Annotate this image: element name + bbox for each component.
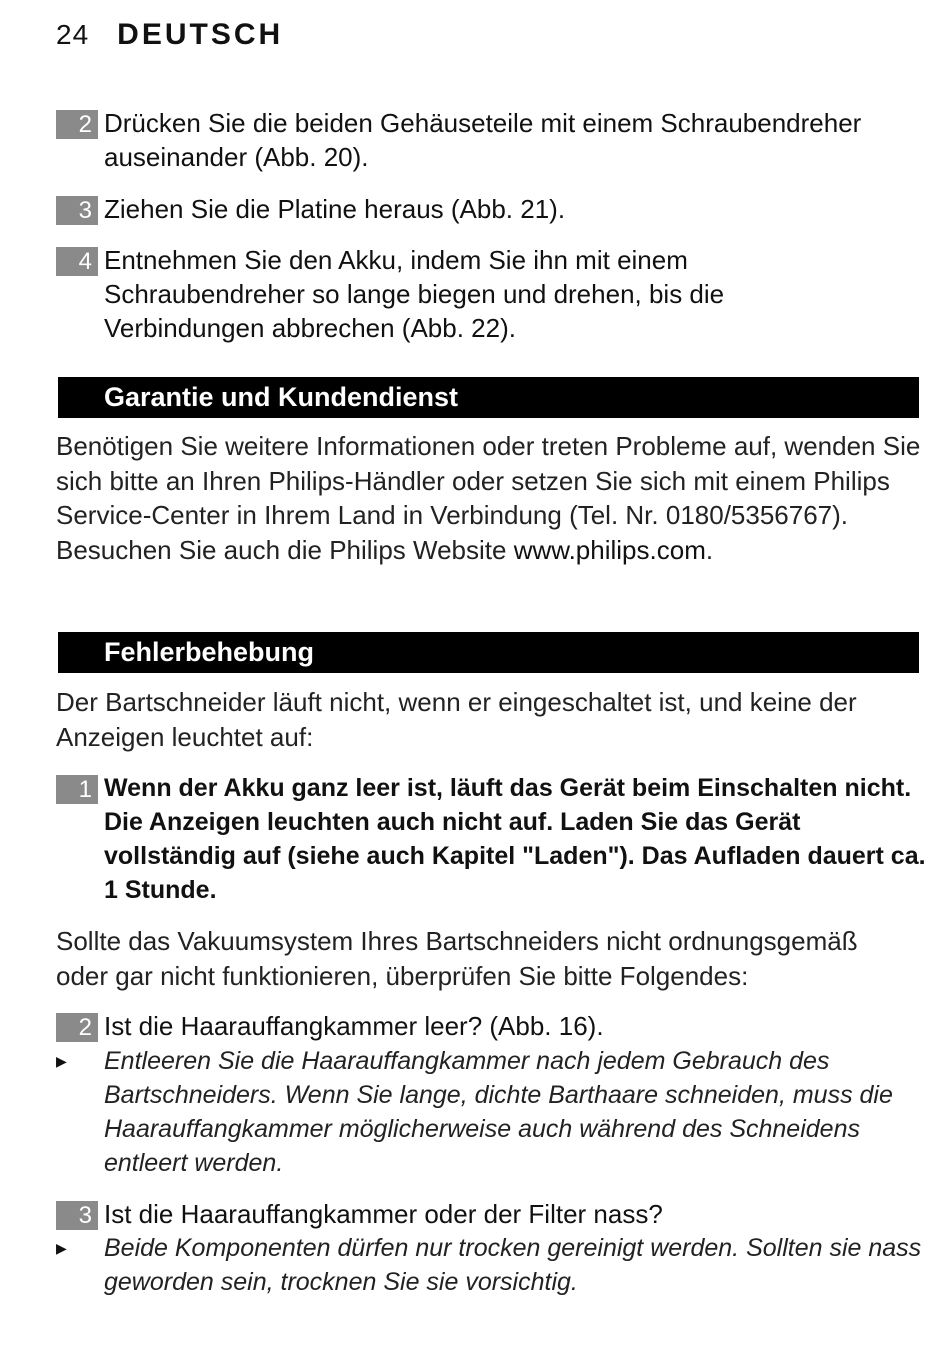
bullet-text: Entleeren Sie die Haarauffangkammer nach jedem Gebrauch des Bartschneiders. Wenn Sie lange, dichte Barthaare schneiden, muss die Haarauffangkammer möglicherweise auch während des Schneidens entleert werden. bbox=[104, 1047, 893, 1177]
guarantee-paragraph bbox=[56, 429, 926, 567]
step-text: Ist die Haarauffangkammer leer? (Abb. 16). bbox=[104, 1011, 604, 1041]
step-item bbox=[56, 1009, 926, 1043]
step-text: Ziehen Sie die Platine heraus (Abb. 21). bbox=[104, 194, 566, 224]
step-number-badge: 2 bbox=[56, 1013, 98, 1042]
step-number-badge: 4 bbox=[56, 247, 98, 276]
section-title: Fehlerbehebung bbox=[104, 637, 315, 667]
page-number: 24 bbox=[56, 19, 90, 50]
language-heading: DEUTSCH bbox=[117, 18, 284, 51]
bullet-text: Beide Komponenten dürfen nur trocken gereinigt werden. Sollten sie nass geworden sein, trocknen Sie sie vorsichtig. bbox=[104, 1234, 922, 1296]
step-item bbox=[56, 1197, 926, 1231]
philips-website-link[interactable]: www.philips.com bbox=[513, 534, 706, 565]
page-header bbox=[56, 18, 283, 52]
step-number-badge: 2 bbox=[56, 110, 98, 139]
troubleshooting-intro: Der Bartschneider läuft nicht, wenn er eingeschaltet ist, und keine der Anzeigen leuchtet auf: bbox=[56, 687, 857, 752]
vacuum-intro: Sollte das Vakuumsystem Ihres Bartschneiders nicht ordnungsgemäß oder gar nicht funktionieren, überprüfen Sie bitte Folgendes: bbox=[56, 926, 858, 991]
step-number-badge: 1 bbox=[56, 775, 98, 804]
step-item bbox=[56, 192, 926, 226]
step-number-badge: 3 bbox=[56, 1201, 98, 1230]
bullet-arrow-icon: ▶ bbox=[56, 1053, 67, 1069]
step-item bbox=[56, 243, 926, 345]
bullet-item bbox=[56, 1044, 926, 1180]
step-number-badge: 3 bbox=[56, 196, 98, 225]
bullet-item bbox=[56, 1231, 926, 1299]
section-header-troubleshooting bbox=[58, 632, 919, 673]
step-text: Drücken Sie die beiden Gehäuseteile mit einem Schraubendreher auseinander (Abb. 20). bbox=[104, 108, 862, 172]
guarantee-text: Benötigen Sie weitere Informationen oder treten Probleme auf, wenden Sie sich bitte an Ihren Philips-Händler oder setzen Sie sich mit einem Philips Service-Center in Ihrem Land in Verbindung (Tel. Nr. 0180/5356767). Besuchen Sie auch die Philips Website bbox=[56, 431, 921, 565]
step-text: Ist die Haarauffangkammer oder der Filter nass? bbox=[104, 1199, 663, 1229]
section-header-guarantee bbox=[58, 377, 919, 418]
step-item bbox=[56, 106, 926, 174]
section-title: Garantie und Kundendienst bbox=[104, 382, 459, 412]
step-text: Wenn der Akku ganz leer ist, läuft das Gerät beim Einschalten nicht. Die Anzeigen leuchten auch nicht auf. Laden Sie das Gerät vollständig auf (siehe auch Kapitel "Laden"). Das Aufladen dauert ca. 1 Stunde. bbox=[104, 774, 926, 904]
step-text: Entnehmen Sie den Akku, indem Sie ihn mit einem Schraubendreher so lange biegen und drehen, bis die Verbindungen abbrechen (Abb. 22). bbox=[104, 245, 725, 343]
bullet-arrow-icon: ▶ bbox=[56, 1240, 67, 1256]
step-item bbox=[56, 771, 926, 907]
guarantee-end: . bbox=[705, 534, 714, 565]
